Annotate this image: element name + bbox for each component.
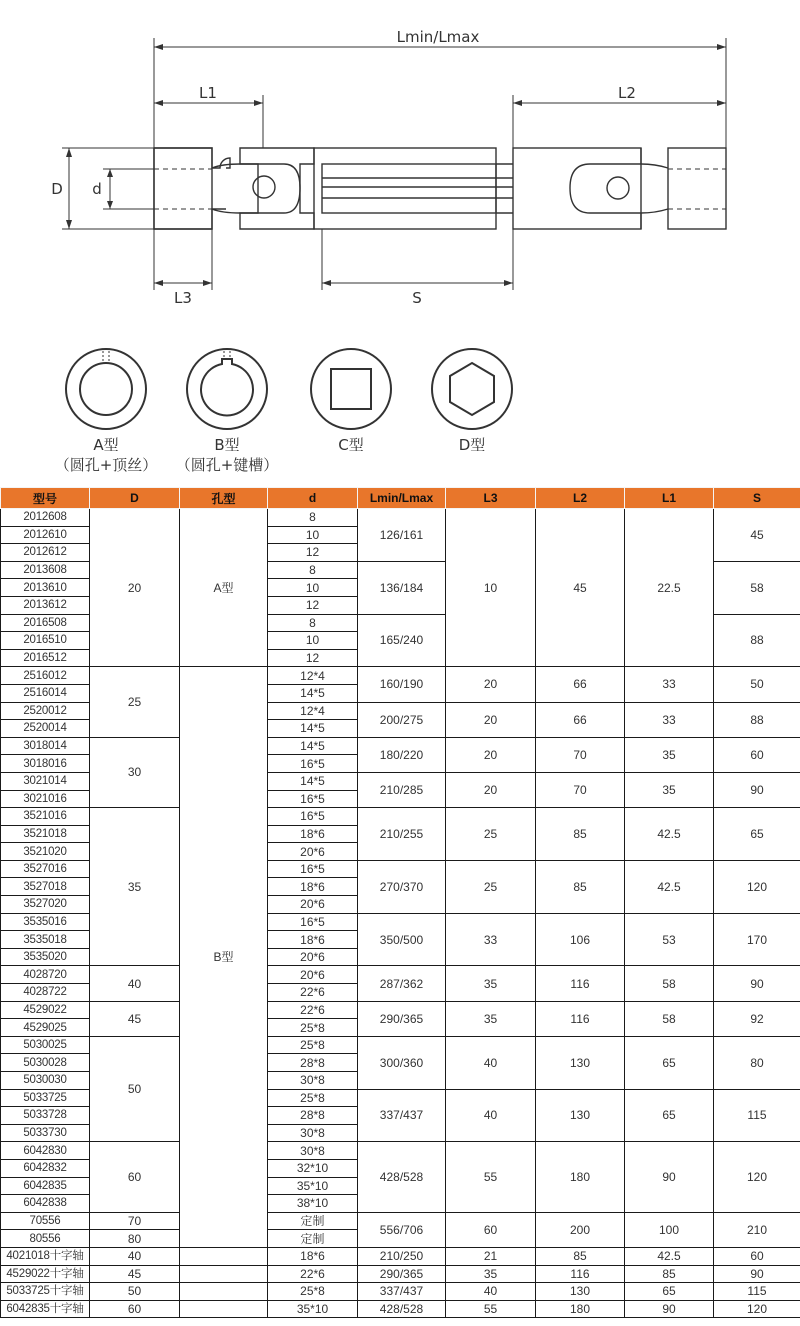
cell-bore-type: B型	[180, 667, 268, 1248]
header-s: S	[714, 488, 800, 509]
cell-s: 88	[714, 614, 800, 667]
cell-model: 3527016	[1, 860, 90, 878]
cell-inner-d: 10	[268, 632, 358, 650]
spec-table	[0, 487, 800, 1318]
cell-l1: 53	[625, 913, 714, 966]
cell-model: 4028722	[1, 984, 90, 1002]
table-row	[1, 509, 800, 527]
cell-outer-d: 50	[90, 1283, 180, 1301]
cell-outer-d: 30	[90, 737, 180, 807]
cell-outer-d: 20	[90, 509, 180, 667]
cell-inner-d: 25*8	[268, 1283, 358, 1301]
cell-l2: 116	[536, 1265, 625, 1283]
cell-s: 115	[714, 1089, 800, 1142]
cell-l1: 100	[625, 1212, 714, 1247]
cell-outer-d: 40	[90, 1247, 180, 1265]
cell-l2: 66	[536, 702, 625, 737]
cell-model: 3521016	[1, 808, 90, 826]
cell-l1: 33	[625, 667, 714, 702]
telescopic-shaft	[314, 148, 513, 229]
cell-inner-d: 25*8	[268, 1036, 358, 1054]
table-row	[1, 1001, 800, 1019]
cell-bore-type	[180, 1265, 268, 1283]
cell-lmin-lmax: 290/365	[358, 1265, 446, 1283]
label-inner-d: d	[92, 180, 102, 198]
cell-l3: 20	[446, 737, 536, 772]
cell-lmin-lmax: 337/437	[358, 1089, 446, 1142]
cell-inner-d: 38*10	[268, 1195, 358, 1213]
cell-lmin-lmax: 290/365	[358, 1001, 446, 1036]
cell-l2: 106	[536, 913, 625, 966]
cell-model: 6042832	[1, 1159, 90, 1177]
cell-inner-d: 30*8	[268, 1142, 358, 1160]
cell-model: 70556	[1, 1212, 90, 1230]
cell-bore-type	[180, 1247, 268, 1265]
cell-l2: 200	[536, 1212, 625, 1247]
cell-l3: 55	[446, 1142, 536, 1212]
cell-l2: 180	[536, 1300, 625, 1318]
cell-lmin-lmax: 210/255	[358, 808, 446, 861]
bore-b-icon	[187, 349, 267, 429]
right-yoke	[513, 148, 726, 229]
header-bore-type: 孔型	[180, 488, 268, 509]
cell-s: 120	[714, 1142, 800, 1212]
cell-s: 170	[714, 913, 800, 966]
cell-inner-d: 20*6	[268, 843, 358, 861]
cell-inner-d: 12	[268, 649, 358, 667]
cell-model: 4028720	[1, 966, 90, 984]
cell-s: 80	[714, 1036, 800, 1089]
cell-model: 3535018	[1, 931, 90, 949]
table-row	[1, 808, 800, 826]
table-row	[1, 1212, 800, 1230]
cell-inner-d: 16*5	[268, 913, 358, 931]
cell-l2: 116	[536, 1001, 625, 1036]
cell-model: 5033725十字轴	[1, 1283, 90, 1301]
cell-l3: 25	[446, 860, 536, 913]
cell-l3: 40	[446, 1283, 536, 1301]
cell-inner-d: 12*4	[268, 702, 358, 720]
cell-s: 60	[714, 737, 800, 772]
header-outer-d: D	[90, 488, 180, 509]
cell-inner-d: 12	[268, 596, 358, 614]
cell-model: 4021018十字轴	[1, 1247, 90, 1265]
header-model: 型号	[1, 488, 90, 509]
cell-outer-d: 60	[90, 1300, 180, 1318]
cell-inner-d: 18*6	[268, 931, 358, 949]
dimension-l1	[154, 95, 263, 148]
cell-inner-d: 20*6	[268, 948, 358, 966]
header-inner-d: d	[268, 488, 358, 509]
dimension-l3	[154, 229, 212, 290]
table-header-row	[1, 488, 800, 509]
cell-lmin-lmax: 126/161	[358, 509, 446, 562]
cell-bore-type	[180, 1300, 268, 1318]
cell-inner-d: 定制	[268, 1230, 358, 1248]
cell-outer-d: 40	[90, 966, 180, 1001]
cell-l2: 130	[536, 1036, 625, 1089]
bore-c-name: C型	[338, 436, 364, 454]
header-lmin-lmax: Lmin/Lmax	[358, 488, 446, 509]
cell-l1: 90	[625, 1300, 714, 1318]
cell-model: 5033730	[1, 1124, 90, 1142]
cell-lmin-lmax: 337/437	[358, 1283, 446, 1301]
cell-lmin-lmax: 287/362	[358, 966, 446, 1001]
cell-bore-type: A型	[180, 509, 268, 667]
cell-inner-d: 8	[268, 561, 358, 579]
cell-l2: 116	[536, 966, 625, 1001]
cell-inner-d: 10	[268, 526, 358, 544]
cell-model: 2012612	[1, 544, 90, 562]
coupling-diagram	[0, 0, 800, 485]
cell-inner-d: 18*6	[268, 878, 358, 896]
cell-model: 6042830	[1, 1142, 90, 1160]
cell-l2: 85	[536, 808, 625, 861]
cell-l3: 10	[446, 509, 536, 667]
table-row	[1, 1300, 800, 1318]
cell-inner-d: 8	[268, 614, 358, 632]
cell-s: 90	[714, 966, 800, 1001]
cell-inner-d: 12*4	[268, 667, 358, 685]
cell-l1: 42.5	[625, 860, 714, 913]
cell-l3: 35	[446, 966, 536, 1001]
cell-inner-d: 10	[268, 579, 358, 597]
cell-inner-d: 22*6	[268, 1001, 358, 1019]
cell-l2: 85	[536, 860, 625, 913]
dimension-s	[322, 229, 513, 290]
cell-model: 3521018	[1, 825, 90, 843]
cell-l3: 20	[446, 702, 536, 737]
cell-l2: 70	[536, 772, 625, 807]
label-outer-d: D	[51, 180, 63, 198]
cell-inner-d: 28*8	[268, 1107, 358, 1125]
cell-s: 88	[714, 702, 800, 737]
cell-inner-d: 18*6	[268, 825, 358, 843]
cell-bore-type	[180, 1283, 268, 1301]
cell-inner-d: 32*10	[268, 1159, 358, 1177]
cell-model: 2012610	[1, 526, 90, 544]
cell-lmin-lmax: 180/220	[358, 737, 446, 772]
cell-model: 5030028	[1, 1054, 90, 1072]
cell-inner-d: 22*6	[268, 984, 358, 1002]
cell-inner-d: 16*5	[268, 808, 358, 826]
table-row	[1, 1283, 800, 1301]
cell-outer-d: 45	[90, 1001, 180, 1036]
cell-inner-d: 8	[268, 509, 358, 527]
cell-s: 50	[714, 667, 800, 702]
cell-l1: 85	[625, 1265, 714, 1283]
table-row	[1, 737, 800, 755]
cell-l2: 180	[536, 1142, 625, 1212]
cell-lmin-lmax: 556/706	[358, 1212, 446, 1247]
table-row	[1, 1142, 800, 1160]
cell-lmin-lmax: 136/184	[358, 561, 446, 614]
cell-s: 90	[714, 772, 800, 807]
cell-model: 3535016	[1, 913, 90, 931]
cell-model: 2013610	[1, 579, 90, 597]
header-l2: L2	[536, 488, 625, 509]
cell-l1: 35	[625, 772, 714, 807]
cell-s: 45	[714, 509, 800, 562]
cell-lmin-lmax: 300/360	[358, 1036, 446, 1089]
cell-inner-d: 22*6	[268, 1265, 358, 1283]
cell-model: 4529022十字轴	[1, 1265, 90, 1283]
cell-inner-d: 25*8	[268, 1019, 358, 1037]
cell-lmin-lmax: 200/275	[358, 702, 446, 737]
label-lmin-lmax: Lmin/Lmax	[396, 28, 480, 46]
cell-l3: 60	[446, 1212, 536, 1247]
cell-s: 120	[714, 1300, 800, 1318]
cell-lmin-lmax: 210/285	[358, 772, 446, 807]
cell-l2: 130	[536, 1283, 625, 1301]
cell-l2: 45	[536, 509, 625, 667]
cell-l3: 35	[446, 1265, 536, 1283]
cell-inner-d: 14*5	[268, 720, 358, 738]
cell-outer-d: 70	[90, 1212, 180, 1230]
cell-inner-d: 30*8	[268, 1072, 358, 1090]
cell-s: 60	[714, 1247, 800, 1265]
dimension-inner-d	[103, 169, 154, 209]
table-row	[1, 966, 800, 984]
cell-lmin-lmax: 160/190	[358, 667, 446, 702]
cell-l3: 20	[446, 772, 536, 807]
cell-model: 2516012	[1, 667, 90, 685]
cell-inner-d: 18*6	[268, 1247, 358, 1265]
cell-model: 6042835十字轴	[1, 1300, 90, 1318]
cell-model: 6042838	[1, 1195, 90, 1213]
table-row	[1, 1247, 800, 1265]
cell-model: 3535020	[1, 948, 90, 966]
cell-inner-d: 20*6	[268, 966, 358, 984]
cell-l2: 70	[536, 737, 625, 772]
cell-l1: 35	[625, 737, 714, 772]
label-l2: L2	[618, 84, 636, 102]
table-row	[1, 1036, 800, 1054]
bore-b-name: B型	[214, 436, 240, 454]
cell-model: 2012608	[1, 509, 90, 527]
cell-inner-d: 14*5	[268, 684, 358, 702]
cell-inner-d: 16*5	[268, 790, 358, 808]
label-s: S	[412, 289, 422, 307]
cell-model: 3018014	[1, 737, 90, 755]
table-row	[1, 667, 800, 685]
cell-inner-d: 定制	[268, 1212, 358, 1230]
cell-outer-d: 60	[90, 1142, 180, 1212]
cell-l2: 85	[536, 1247, 625, 1265]
bore-d-icon	[432, 349, 512, 429]
cell-model: 3018016	[1, 755, 90, 773]
cell-model: 3527018	[1, 878, 90, 896]
cell-inner-d: 25*8	[268, 1089, 358, 1107]
bore-b-desc: （圆孔+键槽）	[175, 456, 279, 474]
cell-l1: 22.5	[625, 509, 714, 667]
cell-l3: 25	[446, 808, 536, 861]
cell-s: 115	[714, 1283, 800, 1301]
cell-lmin-lmax: 350/500	[358, 913, 446, 966]
cell-model: 2013608	[1, 561, 90, 579]
cell-outer-d: 50	[90, 1036, 180, 1142]
cell-outer-d: 25	[90, 667, 180, 737]
cell-outer-d: 80	[90, 1230, 180, 1248]
cell-model: 2016512	[1, 649, 90, 667]
cell-inner-d: 20*6	[268, 896, 358, 914]
cell-outer-d: 35	[90, 808, 180, 966]
cell-inner-d: 16*5	[268, 860, 358, 878]
cell-l1: 58	[625, 1001, 714, 1036]
bore-a-icon	[66, 349, 146, 429]
cell-lmin-lmax: 210/250	[358, 1247, 446, 1265]
cell-model: 3521020	[1, 843, 90, 861]
cell-model: 5033728	[1, 1107, 90, 1125]
cell-model: 5030030	[1, 1072, 90, 1090]
cell-l1: 42.5	[625, 1247, 714, 1265]
cell-l1: 42.5	[625, 808, 714, 861]
cell-l3: 20	[446, 667, 536, 702]
cell-l1: 65	[625, 1036, 714, 1089]
cell-model: 5030025	[1, 1036, 90, 1054]
header-l3: L3	[446, 488, 536, 509]
cell-model: 3021016	[1, 790, 90, 808]
label-l3: L3	[174, 289, 192, 307]
cell-s: 92	[714, 1001, 800, 1036]
cell-lmin-lmax: 428/528	[358, 1300, 446, 1318]
cell-s: 90	[714, 1265, 800, 1283]
left-yoke	[154, 148, 314, 229]
cell-model: 5033725	[1, 1089, 90, 1107]
cell-l3: 55	[446, 1300, 536, 1318]
dimension-outer-d	[62, 148, 154, 229]
dimension-l2	[513, 95, 726, 148]
cell-model: 2520014	[1, 720, 90, 738]
label-l1: L1	[199, 84, 217, 102]
cell-s: 210	[714, 1212, 800, 1247]
cell-inner-d: 12	[268, 544, 358, 562]
cell-l1: 33	[625, 702, 714, 737]
cell-inner-d: 14*5	[268, 772, 358, 790]
cell-l1: 65	[625, 1089, 714, 1142]
cell-inner-d: 35*10	[268, 1300, 358, 1318]
cell-lmin-lmax: 270/370	[358, 860, 446, 913]
cell-s: 58	[714, 561, 800, 614]
cell-model: 2013612	[1, 596, 90, 614]
cell-lmin-lmax: 428/528	[358, 1142, 446, 1212]
bore-d-name: D型	[458, 436, 486, 454]
cell-model: 2016510	[1, 632, 90, 650]
cell-l3: 40	[446, 1089, 536, 1142]
cell-model: 3021014	[1, 772, 90, 790]
cell-inner-d: 16*5	[268, 755, 358, 773]
header-l1: L1	[625, 488, 714, 509]
cell-s: 65	[714, 808, 800, 861]
cell-l2: 66	[536, 667, 625, 702]
bore-a-name: A型	[93, 436, 119, 454]
cell-model: 2016508	[1, 614, 90, 632]
cell-l3: 21	[446, 1247, 536, 1265]
cell-inner-d: 35*10	[268, 1177, 358, 1195]
cell-model: 6042835	[1, 1177, 90, 1195]
cell-l3: 35	[446, 1001, 536, 1036]
cell-inner-d: 28*8	[268, 1054, 358, 1072]
cell-model: 3527020	[1, 896, 90, 914]
cell-l3: 40	[446, 1036, 536, 1089]
bore-c-icon	[311, 349, 391, 429]
cell-l2: 130	[536, 1089, 625, 1142]
cell-lmin-lmax: 165/240	[358, 614, 446, 667]
cell-model: 4529022	[1, 1001, 90, 1019]
cell-l1: 58	[625, 966, 714, 1001]
bore-a-desc: （圆孔+顶丝）	[54, 456, 158, 474]
cell-l1: 65	[625, 1283, 714, 1301]
cell-model: 80556	[1, 1230, 90, 1248]
cell-outer-d: 45	[90, 1265, 180, 1283]
cell-l1: 90	[625, 1142, 714, 1212]
cell-model: 2520012	[1, 702, 90, 720]
cell-s: 120	[714, 860, 800, 913]
cell-inner-d: 30*8	[268, 1124, 358, 1142]
table-row	[1, 1265, 800, 1283]
cell-inner-d: 14*5	[268, 737, 358, 755]
cell-l3: 33	[446, 913, 536, 966]
cell-model: 2516014	[1, 684, 90, 702]
cell-model: 4529025	[1, 1019, 90, 1037]
dimension-lmin-lmax	[154, 38, 726, 148]
